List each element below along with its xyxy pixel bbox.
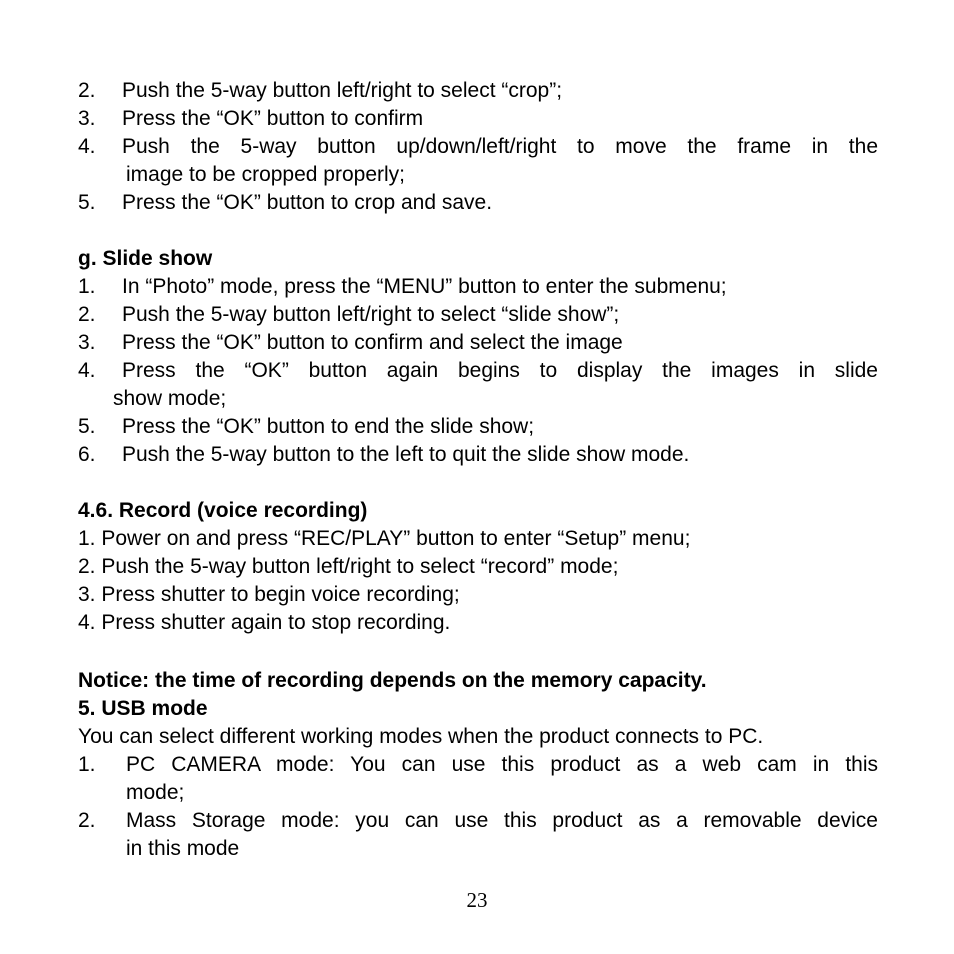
list-number: 6. (78, 443, 96, 466)
list-number: 2. (78, 809, 96, 832)
list-number: 5. (78, 191, 96, 214)
paragraph: You can select different working modes when the product connects to PC. (78, 725, 764, 748)
list-text: Press the “OK” button to confirm and select the image (122, 331, 623, 354)
list-text: image to be cropped properly; (126, 163, 405, 186)
list-number: 1. (78, 275, 96, 298)
list-text: Press the “OK” button to end the slide show; (122, 415, 535, 438)
list-text: Push the 5-way button left/right to select “slide show”; (122, 303, 620, 326)
list-text: Press the “OK” button again begins to display the images in slide (122, 359, 878, 382)
notice-text: Notice: the time of recording depends on the memory capacity. (78, 669, 707, 692)
list-number: 3. (78, 331, 96, 354)
list-text: Push the 5-way button up/down/left/right to move the frame in the (122, 135, 878, 158)
list-number: 4. (78, 135, 96, 158)
list-item: 2. Push the 5-way button left/right to select “record” mode; (78, 555, 619, 578)
list-text: in this mode (126, 837, 240, 860)
section-heading: g. Slide show (78, 247, 213, 270)
list-number: 1. (78, 753, 96, 776)
list-text: Push the 5-way button to the left to quit the slide show mode. (122, 443, 690, 466)
list-item: 1. Power on and press “REC/PLAY” button to enter “Setup” menu; (78, 527, 691, 550)
section-heading: 4.6. Record (voice recording) (78, 499, 368, 522)
list-text: Push the 5-way button left/right to select “crop”; (122, 79, 563, 102)
list-number: 2. (78, 79, 96, 102)
list-item: 4. Press shutter again to stop recording. (78, 611, 451, 634)
page-number: 23 (466, 888, 488, 912)
list-text: PC CAMERA mode: You can use this product as a web cam in this (126, 753, 878, 776)
list-number: 5. (78, 415, 96, 438)
list-text: Press the “OK” button to crop and save. (122, 191, 493, 214)
list-text: Mass Storage mode: you can use this product as a removable device (126, 809, 878, 832)
list-number: 3. (78, 107, 96, 130)
list-text: In “Photo” mode, press the “MENU” button to enter the submenu; (122, 275, 727, 298)
list-text: Press the “OK” button to confirm (122, 107, 424, 130)
list-number: 4. (78, 359, 96, 382)
list-item: 3. Press shutter to begin voice recording; (78, 583, 460, 606)
list-text: mode; (126, 781, 185, 804)
section-heading: 5. USB mode (78, 697, 208, 720)
list-text: show mode; (113, 387, 227, 410)
list-number: 2. (78, 303, 96, 326)
